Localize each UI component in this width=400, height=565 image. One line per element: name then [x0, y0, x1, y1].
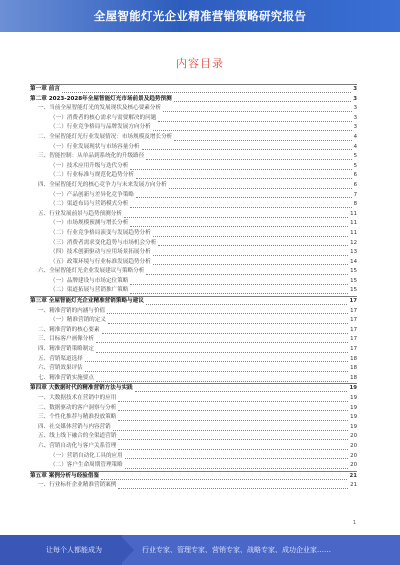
toc-entry-page: 17 [350, 307, 357, 314]
toc-entry[interactable] [30, 461, 357, 471]
toc-leader-dots [136, 196, 352, 198]
toc-title: 内容目录 [176, 57, 224, 70]
toc-entry-page: 3 [353, 114, 357, 121]
toc-leader-dots [96, 380, 348, 382]
toc-entry-page: 17 [350, 336, 357, 343]
toc-entry-text: 三、个性化推荐与精准投放策略 [38, 414, 117, 421]
toc-entry-text: 六、营销效果评估 [38, 365, 83, 372]
toc-entry-text: 四、全屋智能灯光的核心竞争力与未来发展方向分析 [38, 181, 167, 188]
toc-entry-text: （一）营销自动化工具的应用 [50, 452, 123, 459]
toc-leader-dots [118, 409, 348, 411]
footer-chevron [120, 535, 134, 565]
toc-entry[interactable] [30, 133, 357, 143]
toc-entry-text: （四）技术创新驱动与应用场景拓展分析 [50, 249, 151, 256]
toc-entry-page: 15 [350, 277, 357, 284]
toc-entry[interactable] [30, 200, 357, 210]
toc-entry-text: 一、行业标杆企业精准营销案例 [38, 482, 117, 489]
toc-entry-text: （二）行业竞争格局与品牌发展方向分析 [50, 124, 151, 131]
toc-entry[interactable] [30, 307, 357, 317]
toc-entry-page: 17 [350, 317, 357, 324]
toc-entry[interactable] [30, 123, 357, 133]
toc-entry-page: 19 [350, 404, 357, 411]
footer-slogan-right: 行业专家、管理专家、营销专家、战略专家、成功企业家…… [142, 546, 331, 554]
toc-entry-text: （二）行业标准与规范化趋势分析 [50, 172, 134, 179]
toc-entry[interactable] [30, 258, 357, 268]
toc-entry-text: （一）技术应用升级与迭代分析 [50, 162, 129, 169]
toc-leader-dots [130, 292, 348, 294]
toc-entry-text: 第二章 2023-2028年全屋智能灯光市场前景及趋势预测 [30, 95, 172, 102]
toc-leader-dots [163, 110, 351, 112]
toc-leader-dots [130, 206, 351, 208]
toc-leader-dots [101, 478, 347, 480]
toc-entry-page: 4 [353, 143, 357, 150]
toc-entry[interactable] [30, 432, 357, 442]
table-of-contents [30, 84, 357, 491]
toc-entry[interactable] [30, 413, 357, 423]
toc-leader-dots [118, 400, 348, 402]
toc-leader-dots [153, 254, 348, 256]
toc-leader-dots [125, 457, 348, 459]
toc-entry[interactable] [30, 248, 357, 258]
toc-entry-text: 一、当前全屋智能灯光的发展现状及核心要素分析 [38, 105, 162, 112]
toc-entry[interactable] [30, 104, 357, 114]
toc-entry-page: 5 [353, 153, 357, 160]
toc-entry[interactable] [30, 383, 357, 394]
toc-entry[interactable] [30, 355, 357, 365]
toc-entry-page: 18 [350, 374, 357, 381]
toc-entry-page: 11 [350, 229, 357, 236]
toc-entry-text: 五、线上线下融合的全渠道营销 [38, 433, 117, 440]
toc-leader-dots [85, 370, 348, 372]
toc-entry-page: 18 [350, 365, 357, 372]
toc-entry-page: 21 [350, 482, 357, 489]
toc-entry[interactable] [30, 143, 357, 153]
toc-entry[interactable] [30, 210, 357, 220]
toc-entry-text: （二）客户生命周期管理策略 [50, 462, 123, 469]
toc-leader-dots [174, 139, 351, 141]
toc-leader-dots [153, 129, 352, 131]
toc-entry-page: 19 [350, 423, 357, 430]
toc-entry-page: 4 [353, 133, 357, 140]
toc-entry[interactable] [30, 286, 357, 296]
toc-entry-text: （三）消费者需求变化趋势与市场机会分析 [50, 239, 157, 246]
toc-leader-dots [96, 341, 348, 343]
toc-entry[interactable] [30, 114, 357, 124]
toc-entry-text: 六、全屋智能灯光企业发展建议与策略分析 [38, 268, 145, 275]
toc-entry-page: 20 [350, 442, 357, 449]
toc-entry-page: 6 [353, 181, 357, 188]
toc-leader-dots [113, 429, 348, 431]
toc-entry[interactable] [30, 326, 357, 336]
toc-entry-page: 14 [350, 258, 357, 265]
toc-leader-dots [62, 91, 351, 93]
footer-banner [0, 535, 400, 565]
toc-entry-text: （二）渠道拓展与营销推广策略 [50, 287, 129, 294]
toc-entry-page: 3 [353, 124, 357, 131]
toc-entry-page: 20 [350, 433, 357, 440]
toc-entry-text: （一）产品创新与差异化竞争策略 [50, 191, 134, 198]
toc-entry-page: 17 [350, 326, 357, 333]
toc-leader-dots [118, 438, 348, 440]
toc-entry-page: 18 [350, 355, 357, 362]
toc-entry-text: （一）行业发展现状与市场容量分析 [50, 143, 140, 150]
toc-entry-page: 3 [353, 95, 357, 102]
toc-entry-page: 8 [353, 201, 357, 208]
toc-leader-dots [130, 283, 348, 285]
toc-entry[interactable] [30, 423, 357, 433]
footer-slogan-left: 让每个人都能成为 [0, 535, 122, 565]
toc-entry[interactable] [30, 181, 357, 191]
toc-entry[interactable] [30, 374, 357, 384]
toc-entry-page: 11 [350, 210, 357, 217]
toc-entry-page: 19 [350, 414, 357, 421]
report-header [0, 0, 400, 32]
toc-entry-page: 15 [350, 287, 357, 294]
toc-entry-text: （二）渠道布局与营销模式分析 [50, 201, 129, 208]
toc-entry[interactable] [30, 219, 357, 229]
toc-entry[interactable] [30, 471, 357, 482]
toc-entry-text: （一）品牌建设与市场定位策略 [50, 277, 129, 284]
toc-leader-dots [102, 332, 349, 334]
toc-entry[interactable] [30, 316, 357, 326]
toc-leader-dots [124, 216, 348, 218]
toc-entry-text: 第五章 案例分析与经验借鉴 [30, 472, 100, 479]
toc-entry-text: 五、行业发展前景与趋势预测分析 [38, 210, 122, 217]
toc-entry-text: （一）消费者的核心需求与需要解决的问题 [50, 114, 157, 121]
toc-entry-page: 15 [350, 268, 357, 275]
toc-leader-dots [146, 158, 351, 160]
page-number: 1 [352, 520, 356, 526]
toc-entry-text: 二、全屋智能灯光行业发展情况：市场规模及增长分析 [38, 133, 173, 140]
toc-entry-page: 19 [349, 385, 357, 392]
toc-entry-page: 5 [353, 162, 357, 169]
report-title: 全屋智能灯光企业精准营销策略研究报告 [93, 9, 307, 23]
toc-leader-dots [118, 487, 348, 489]
toc-entry-page: 19 [350, 395, 357, 401]
toc-leader-dots [136, 177, 352, 179]
toc-leader-dots [158, 120, 351, 122]
toc-entry[interactable] [30, 191, 357, 201]
toc-entry[interactable] [30, 239, 357, 249]
toc-leader-dots [146, 303, 348, 305]
toc-entry-text: （一）精准营销的定义 [50, 317, 106, 324]
toc-entry[interactable] [30, 277, 357, 287]
toc-entry-text: 七、精准营销实施要点 [38, 374, 94, 381]
toc-entry[interactable] [30, 162, 357, 172]
toc-entry-text: 一、大数据技术在营销中的应用 [38, 395, 117, 401]
toc-entry[interactable] [30, 481, 357, 491]
toc-entry-text: 三、目标客户画像分析 [38, 336, 94, 343]
toc-entry[interactable] [30, 442, 357, 452]
toc-leader-dots [130, 225, 348, 227]
toc-entry-page: 17 [349, 298, 357, 305]
toc-entry-text: 六、营销自动化与客户关系管理 [38, 442, 117, 449]
toc-entry-text: 第一章 前言 [30, 86, 60, 92]
toc-entry[interactable] [30, 452, 357, 462]
toc-leader-dots [174, 100, 352, 102]
toc-leader-dots [130, 168, 351, 170]
toc-entry-text: 第四章 大数据时代的精准营销方法与实践 [30, 385, 133, 392]
toc-entry-text: 第三章 全屋智能灯光企业精准营销策略与建议 [30, 298, 144, 305]
toc-leader-dots [169, 187, 352, 189]
toc-leader-dots [135, 390, 348, 392]
toc-entry-page: 20 [350, 462, 357, 469]
toc-entry-text: 一、精准营销的内涵与价值 [38, 307, 106, 314]
toc-entry[interactable] [30, 345, 357, 355]
toc-entry-page: 12 [350, 239, 357, 246]
toc-entry-page: 7 [353, 191, 357, 198]
toc-entry[interactable] [30, 296, 357, 307]
toc-entry-text: 四、精准营销策略制定 [38, 346, 94, 353]
toc-entry-page: 6 [353, 172, 357, 179]
toc-leader-dots [153, 263, 348, 265]
toc-entry-page: 17 [350, 346, 357, 353]
toc-entry[interactable] [30, 404, 357, 414]
toc-entry[interactable] [30, 95, 357, 105]
toc-entry-text: 三、智能控制：从单品到系统化的升级路径 [38, 153, 145, 160]
toc-leader-dots [108, 322, 348, 324]
toc-entry[interactable] [30, 364, 357, 374]
toc-entry-page: 3 [353, 86, 357, 92]
toc-entry-text: （五）政策环境与行业标准发展趋势分析 [50, 258, 151, 265]
toc-leader-dots [158, 244, 348, 246]
toc-leader-dots [107, 312, 348, 314]
toc-entry-text: 二、精准营销的核心要素 [38, 326, 100, 333]
toc-leader-dots [118, 419, 348, 421]
toc-entry-page: 13 [350, 249, 357, 256]
toc-entry-text: （一）市场规模预测与增长分析 [50, 220, 129, 227]
toc-entry[interactable] [30, 267, 357, 277]
toc-leader-dots [153, 235, 348, 237]
toc-leader-dots [85, 360, 348, 362]
toc-leader-dots [146, 273, 348, 275]
toc-entry-page: 21 [349, 472, 357, 479]
toc-entry-page: 20 [350, 452, 357, 459]
toc-entry[interactable] [30, 229, 357, 239]
toc-entry-text: 二、数据驱动的客户洞察与分析 [38, 404, 117, 411]
toc-leader-dots [125, 467, 348, 469]
toc-entry-text: （二）行业竞争格局演变与发展趋势分析 [50, 229, 151, 236]
toc-entry[interactable] [30, 152, 357, 162]
toc-leader-dots [142, 148, 352, 150]
toc-entry-text: 五、营销渠道选择 [38, 355, 83, 362]
toc-entry-page: 3 [353, 105, 357, 112]
toc-entry-text: 四、社交媒体营销与内容营销 [38, 423, 111, 430]
toc-entry[interactable] [30, 335, 357, 345]
toc-entry[interactable] [30, 85, 357, 95]
toc-leader-dots [96, 351, 348, 353]
toc-entry[interactable] [30, 394, 357, 404]
toc-entry[interactable] [30, 171, 357, 181]
toc-leader-dots [118, 448, 348, 450]
toc-entry-page: 11 [350, 220, 357, 227]
